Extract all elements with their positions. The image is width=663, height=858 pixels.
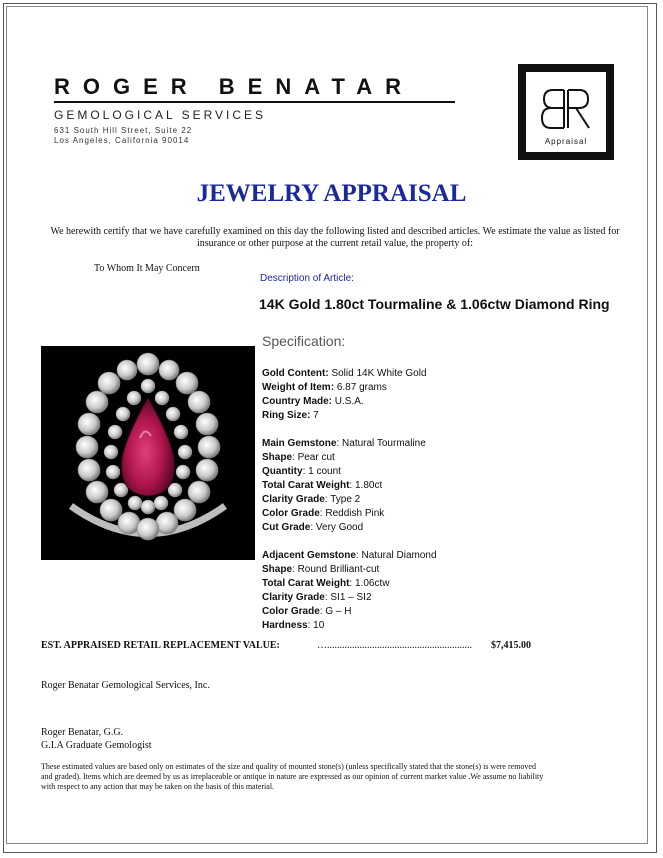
spec-row: Total Carat Weight: 1.80ct	[262, 480, 383, 491]
company-name: ROGER BENATAR	[54, 74, 415, 99]
specification-label: Specification:	[262, 333, 346, 349]
signer-name: Roger Benatar, G.G.	[41, 727, 124, 738]
appraised-value-label: EST. APPRAISED RETAIL REPLACEMENT VALUE:	[41, 640, 280, 651]
recipient: To Whom It May Concern	[94, 263, 200, 274]
spec-row: Shape: Round Brilliant-cut	[262, 564, 380, 575]
spec-row: Country Made: U.S.A.	[262, 396, 364, 407]
spec-row: Color Grade: Reddish Pink	[262, 508, 385, 519]
appraised-value: $7,415.00	[491, 640, 531, 651]
spec-row: Quantity: 1 count	[262, 466, 341, 477]
spec-row: Adjacent Gemstone: Natural Diamond	[262, 550, 437, 561]
footer-company: Roger Benatar Gemological Services, Inc.	[41, 680, 210, 691]
company-name-rule	[54, 101, 455, 103]
description-label: Description of Article:	[260, 273, 354, 284]
spec-row: Total Carat Weight: 1.06ctw	[262, 578, 390, 589]
item-title: 14K Gold 1.80ct Tourmaline & 1.06ctw Diamond Ring	[259, 296, 610, 312]
spec-row: Color Grade: G – H	[262, 606, 352, 617]
disclaimer: These estimated values are based only on estimates of the size and quality of mounted stone(s) (unless specifically stated that the stone(s) is were removed and graded). Items which are deemed by us as irreplaceable or antique in nature are expressed as our opinion of current market value .We assume no liability with respect to any action that may be taken on the basis of this material.	[41, 762, 544, 791]
logo-caption: Appraisal	[544, 137, 588, 146]
company-subtitle: GEMOLOGICAL SERVICES	[54, 108, 267, 122]
document-title: JEWELRY APPRAISAL	[196, 180, 467, 207]
appraised-value-leader: …..........................................................	[317, 640, 472, 651]
address-line-1: 631 South Hill Street, Suite 22	[54, 126, 193, 135]
ring-image	[41, 346, 255, 560]
spec-row: Cut Grade: Very Good	[262, 522, 364, 533]
spec-row: Clarity Grade: SI1 – SI2	[262, 592, 372, 603]
specification-list	[262, 367, 437, 633]
spec-row: Shape: Pear cut	[262, 452, 335, 463]
spec-row: Ring Size: 7	[262, 410, 319, 421]
address-line-2: Los Angeles, California 90014	[54, 136, 190, 145]
spec-row: Clarity Grade: Type 2	[262, 494, 361, 505]
signer-title: G.I.A Graduate Gemologist	[41, 740, 152, 751]
spec-row: Gold Content: Solid 14K White Gold	[262, 368, 427, 379]
spec-row: Hardness: 10	[262, 620, 325, 631]
certification-intro: We herewith certify that we have carefully examined on this day the following listed and described articles. We estimate the value as listed for insurance or other purpose at the current retail value, the property of:	[50, 226, 620, 249]
spec-row: Weight of Item: 6.87 grams	[262, 382, 387, 393]
spec-row: Main Gemstone: Natural Tourmaline	[262, 438, 426, 449]
ring-photo	[41, 346, 255, 560]
